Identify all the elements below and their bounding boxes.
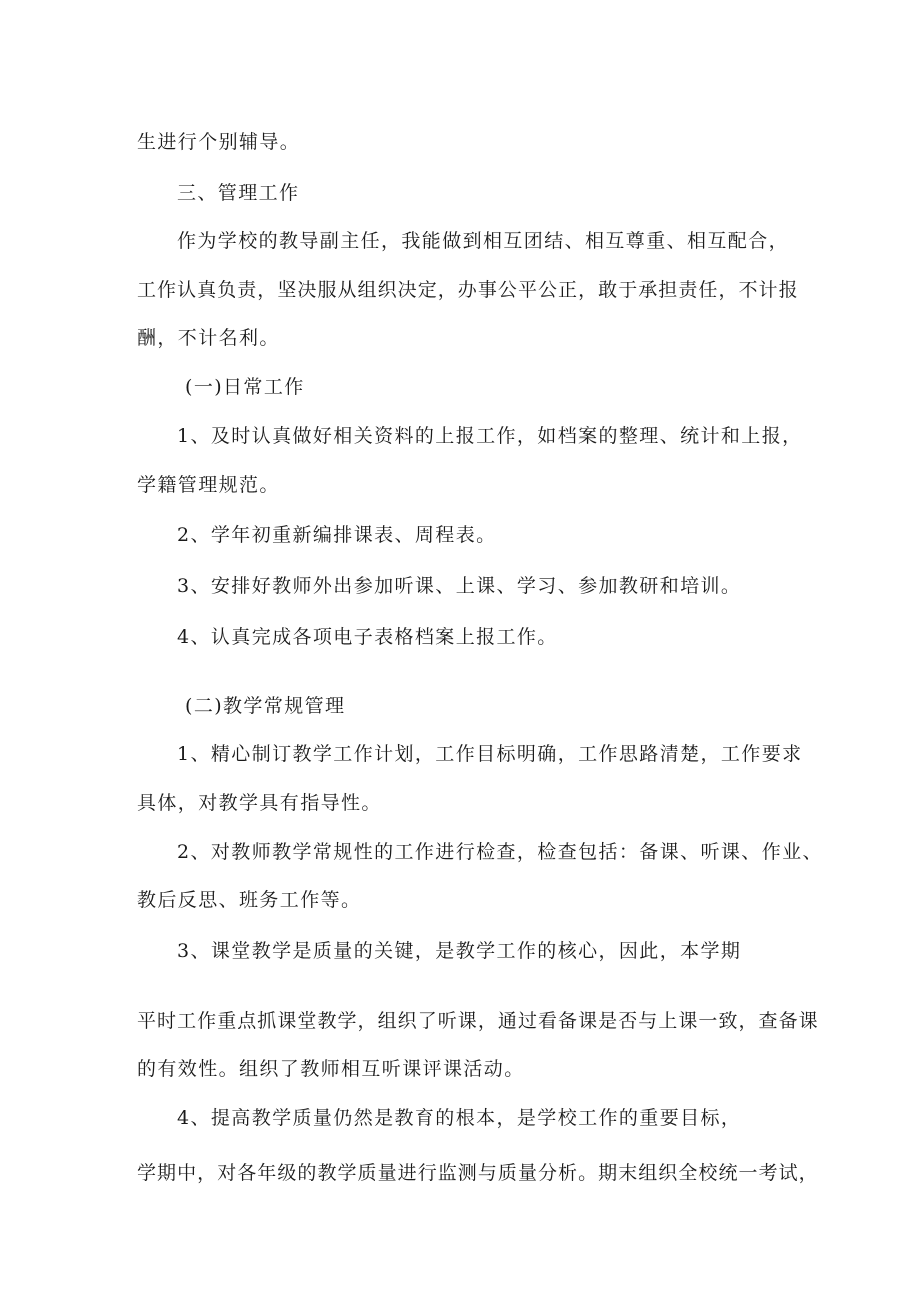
paragraph-line: 教后反思、班务工作等。: [137, 889, 362, 911]
subsection-heading: (二)教学常规管理: [185, 695, 346, 717]
list-item: 2、对教师教学常规性的工作进行检查，检查包括：备课、听课、作业、: [177, 841, 823, 863]
list-item: 4、提高教学质量仍然是教育的根本，是学校工作的重要目标，: [177, 1107, 742, 1129]
list-item: 2、学年初重新编排课表、周程表。: [177, 524, 497, 546]
list-item: 3、安排好教师外出参加听课、上课、学习、参加教研和培训。: [177, 575, 742, 597]
paragraph-line: 学籍管理规范。: [137, 474, 280, 496]
paragraph-line: 作为学校的教导副主任，我能做到相互团结、相互尊重、相互配合，: [177, 230, 790, 252]
paragraph-line: 酬，不计名利。: [137, 327, 280, 349]
list-item: 1、及时认真做好相关资料的上报工作，如档案的整理、统计和上报，: [177, 425, 803, 447]
paragraph-line: 的有效性。组织了教师相互听课评课活动。: [137, 1058, 525, 1080]
paragraph-line: 工作认真负责，坚决服从组织决定，办事公平公正，敢于承担责任，不计报: [137, 279, 799, 301]
paragraph-line: 具体，对教学具有指导性。: [137, 792, 382, 814]
paragraph-line: 学期中，对各年级的教学质量进行监测与质量分析。期末组织全校统一考试，: [137, 1162, 819, 1184]
subsection-heading: (一)日常工作: [185, 376, 305, 398]
list-item: 4、认真完成各项电子表格档案上报工作。: [177, 626, 558, 648]
paragraph-line: 生进行个别辅导。: [137, 131, 301, 153]
list-item: 3、课堂教学是质量的关键，是教学工作的核心，因此，本学期: [177, 940, 742, 962]
section-heading: 三、管理工作: [177, 182, 300, 204]
paragraph-line: 平时工作重点抓课堂教学，组织了听课，通过看备课是否与上课一致，查备课: [137, 1010, 819, 1032]
list-item: 1、精心制订教学工作计划，工作目标明确，工作思路清楚，工作要求: [177, 743, 803, 765]
